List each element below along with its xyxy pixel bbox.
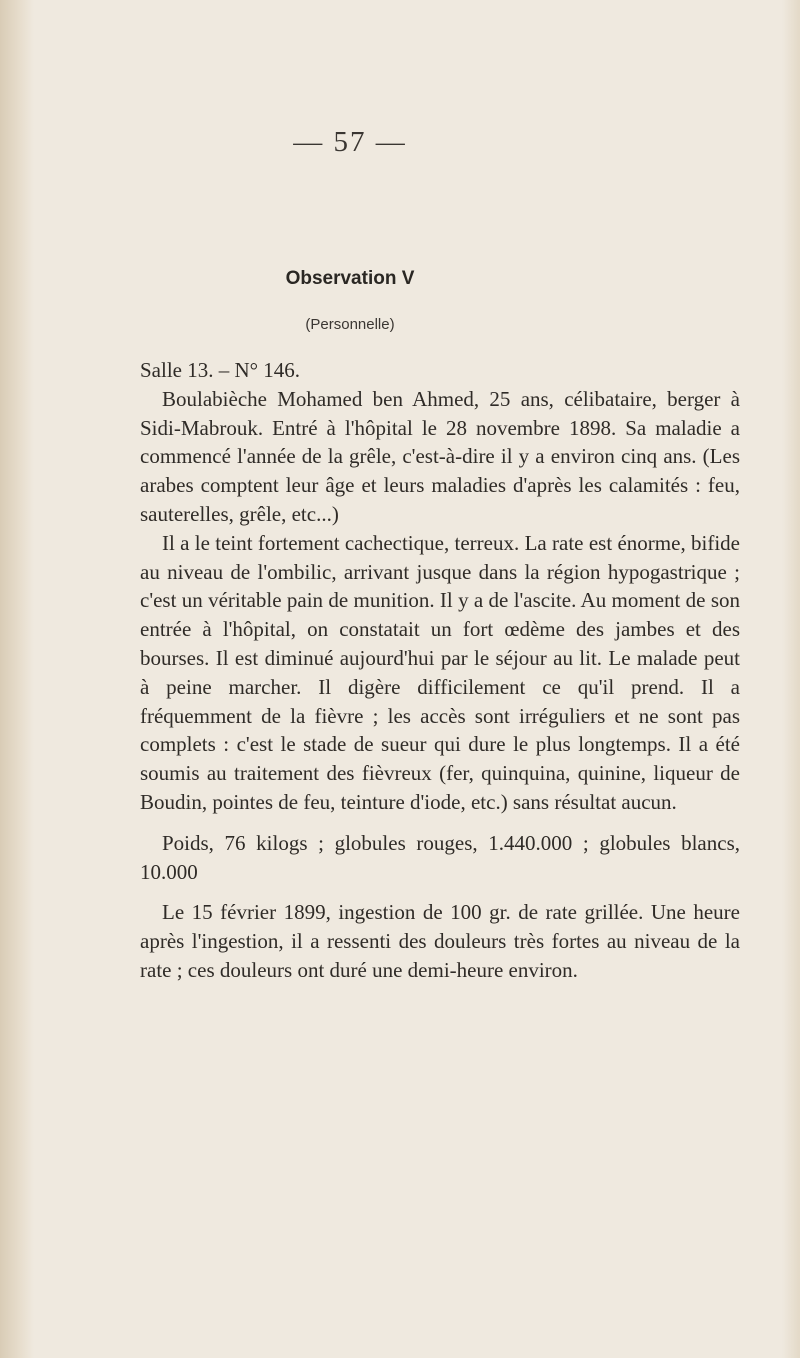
page-number: — 57 — xyxy=(293,126,407,158)
page-right-shadow xyxy=(782,0,800,1358)
paragraph-measurements: Poids, 76 kilogs ; globules rouges, 1.440.000 ; globules blancs, 10.000 xyxy=(140,830,740,884)
observation-title: Observation V xyxy=(285,268,415,289)
paragraph-ward: Salle 13. – N° 146. xyxy=(140,358,301,382)
paragraph-symptoms: Il a le teint fortement cachectique, terreux. La rate est énorme, bifide au niveau de l'ombilic, arrivant jusque dans la région hypogastrique ; c'est un véritable pain de munition. Il y a de l'ascite. Au moment de son entrée à l'hôpital, on constatait un fort œdème des jambes et des bourses. Il est diminué aujourd'hui par le séjour au lit. Le malade peut à peine marcher. Il digère difficilement ce qu'il prend. Il a fréquemment de la fièvre ; les accès sont irréguliers et ne sont pas complets : c'est le stade de sueur qui dure le plus longtemps. Il a été soumis au traitement des fièvreux (fer, quinquina, quinine, liqueur de Boudin, pointes de feu, teinture d'iode, etc.) sans résultat aucun. xyxy=(140,530,740,814)
paragraph-ingestion: Le 15 février 1899, ingestion de 100 gr. de rate grillée. Une heure après l'ingestion, il a ressenti des douleurs très fortes au niveau de la rate ; ces douleurs ont duré une demi-heure environ. xyxy=(140,900,740,982)
observation-body xyxy=(140,356,740,985)
observation-subtitle: (Personnelle) xyxy=(305,316,395,333)
paragraph-patient: Boulabièche Mohamed ben Ahmed, 25 ans, célibataire, berger à Sidi-Mabrouk. Entré à l'hôpital le 28 novembre 1898. Sa maladie a commencé l'année de la grêle, c'est-à-dire il y a environ cinq ans. (Les arabes comptent leur âge et leurs maladies d'après les calamités : feu, sauterelles, grêle, etc...) xyxy=(140,386,740,526)
page-left-shadow xyxy=(0,0,34,1358)
